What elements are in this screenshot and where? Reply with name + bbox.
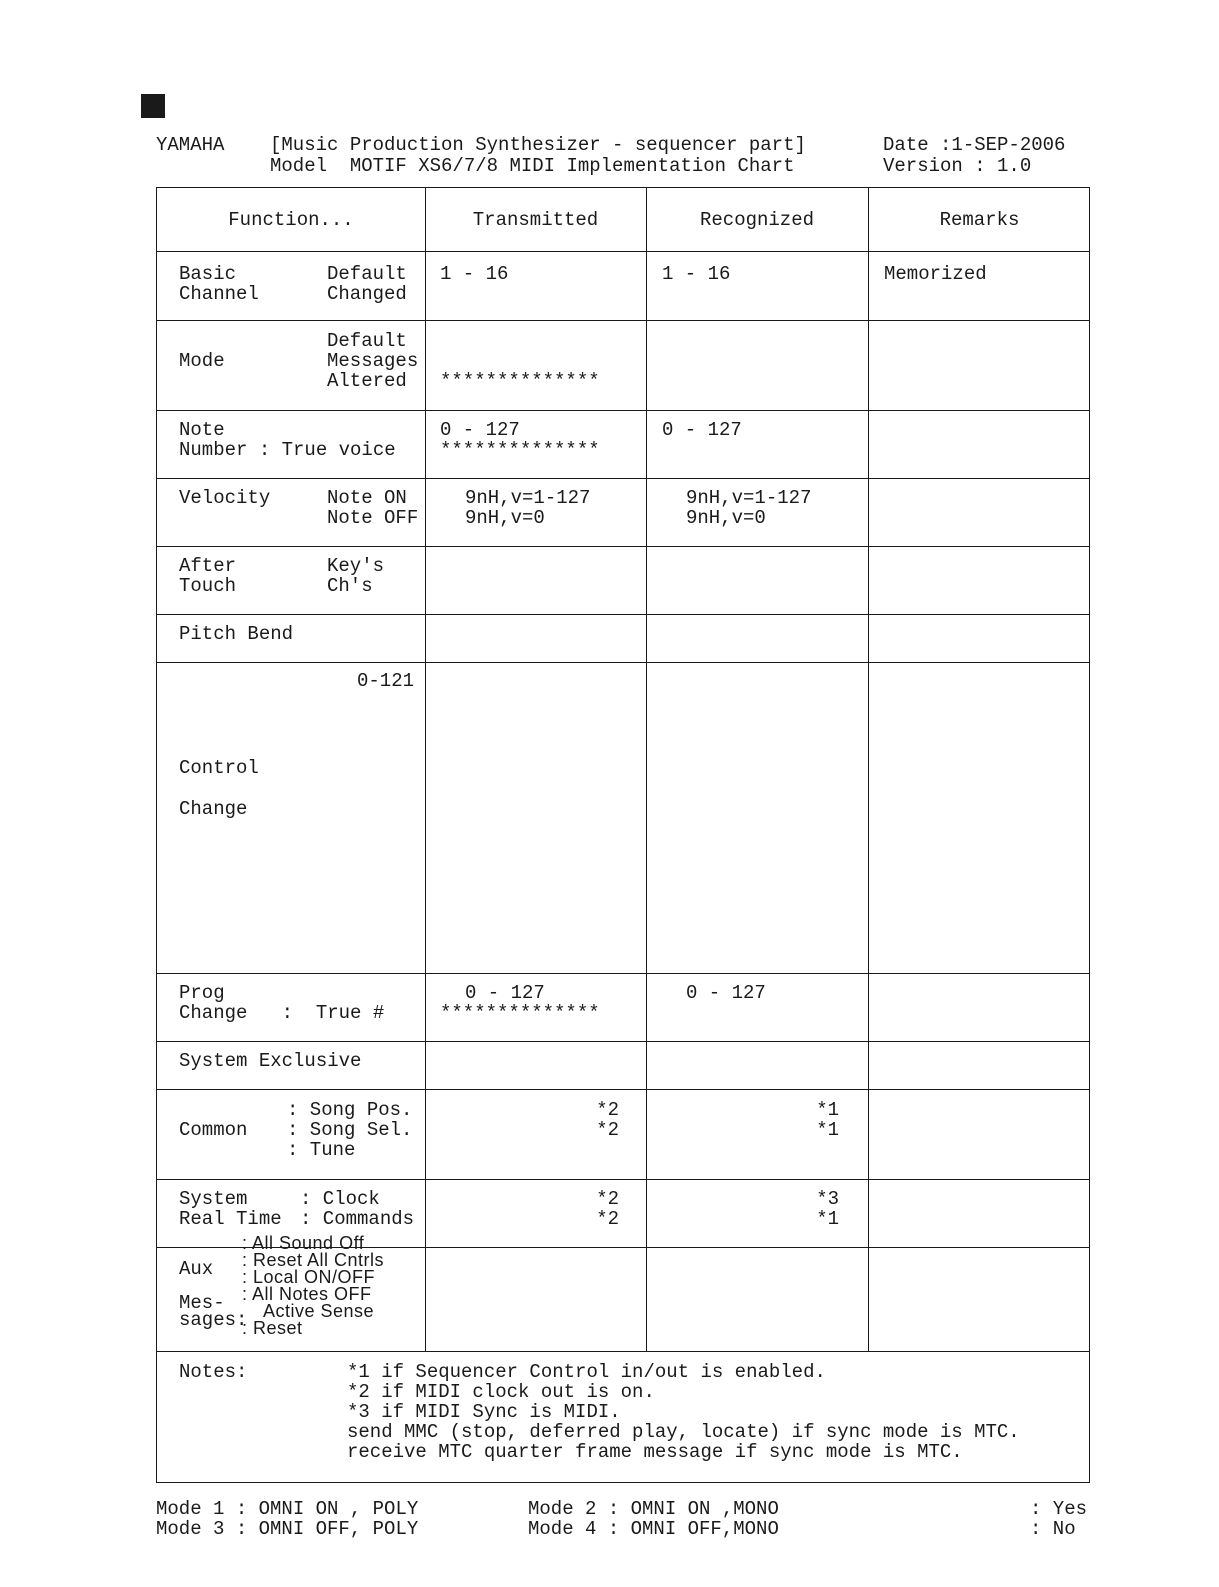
notes-label: Notes: [179,1361,248,1383]
column-divider-function [425,188,426,1351]
mode-altered: Altered [327,370,407,392]
column-divider-recognized [868,188,869,1351]
basic-channel-recognized: 1 - 16 [662,263,731,285]
basic-channel-default: Default [327,263,407,285]
system-real-time-transmitted-1: *2 [596,1188,619,1210]
basic-channel-changed: Changed [327,283,407,305]
system-real-time-transmitted-2: *2 [596,1208,619,1230]
basic-channel-transmitted: 1 - 16 [440,263,509,285]
system-real-time-recognized-2: *1 [816,1208,839,1230]
control-change-range: 0-121 [357,670,415,692]
system-real-time-commands: : Commands [300,1208,415,1230]
yes-legend: : Yes [1030,1498,1088,1520]
velocity-note-off: Note OFF [327,507,419,529]
velocity-note-on: Note ON [327,487,407,509]
mode-label: Mode [179,350,225,372]
note-line: *3 if MIDI Sync is MIDI. [347,1401,621,1423]
aux-active-sense: Active Sense [263,1301,375,1321]
chart-title: [Music Production Synthesizer - sequencer part] [270,134,806,156]
column-header-function: Function... [228,209,354,231]
column-header-transmitted: Transmitted [472,209,599,231]
mode-3-legend: Mode 3 : OMNI OFF, POLY [156,1518,419,1540]
velocity-recognized-on: 9nH,v=1-127 [686,487,812,509]
after-touch-label-2: Touch [179,575,237,597]
basic-channel-label-2: Channel [179,283,259,305]
prog-change-true-number: ************** [440,1002,600,1024]
row-divider [157,614,1089,615]
mode-4-legend: Mode 4 : OMNI OFF,MONO [528,1518,779,1540]
common-recognized-2: *1 [816,1119,839,1141]
mode-transmitted-altered: ************** [440,370,600,392]
velocity-transmitted-off: 9nH,v=0 [465,507,545,529]
mode-default: Default [327,330,407,352]
basic-channel-remarks: Memorized [884,263,987,285]
common-recognized-1: *1 [816,1099,839,1121]
note-line: *1 if Sequencer Control in/out is enabled. [347,1361,826,1383]
date-label: Date :1-SEP-2006 [883,134,1066,156]
column-header-recognized: Recognized [699,209,815,231]
system-real-time-label-2: Real Time [179,1208,282,1230]
note-line: receive MTC quarter frame message if sync mode is MTC. [347,1441,963,1463]
row-divider [157,1089,1089,1090]
common-song-sel: : Song Sel. [287,1119,413,1141]
pitch-bend-label: Pitch Bend [179,623,294,645]
aux-all-notes-off: : All Notes OFF [242,1284,372,1304]
aux-label-3: sages: [179,1309,248,1331]
row-divider [157,478,1089,479]
prog-change-transmitted: 0 - 127 [465,982,545,1004]
no-legend: : No [1030,1518,1076,1540]
common-song-pos: : Song Pos. [287,1099,413,1121]
system-real-time-clock: : Clock [300,1188,380,1210]
row-divider [157,1041,1089,1042]
velocity-transmitted-on: 9nH,v=1-127 [465,487,591,509]
common-transmitted-2: *2 [596,1119,619,1141]
aux-label-1: Aux [179,1258,214,1280]
row-divider [157,251,1089,252]
basic-channel-label-1: Basic [179,263,237,285]
mode-2-legend: Mode 2 : OMNI ON ,MONO [528,1498,779,1520]
section-marker [141,94,165,118]
mode-messages: Messages [327,350,419,372]
row-divider [157,1351,1089,1352]
after-touch-keys: Key's [327,555,385,577]
note-number-label-1: Note [179,419,225,441]
row-divider [157,662,1089,663]
note-line: *2 if MIDI clock out is on. [347,1381,655,1403]
control-change-label-2: Change [179,798,248,820]
model-line: Model MOTIF XS6/7/8 MIDI Implementation Chart [270,155,795,177]
note-number-label-2: Number : True voice [179,439,396,461]
aux-local-on-off: : Local ON/OFF [242,1267,376,1287]
note-number-transmitted: 0 - 127 [440,419,520,441]
column-header-remarks: Remarks [939,209,1020,231]
after-touch-label-1: After [179,555,237,577]
velocity-recognized-off: 9nH,v=0 [686,507,766,529]
row-divider [157,410,1089,411]
control-change-label-1: Control [179,757,259,779]
column-divider-transmitted [646,188,647,1351]
velocity-label: Velocity [179,487,271,509]
aux-label-2: Mes- [179,1292,225,1314]
prog-change-label-1: Prog [179,982,225,1004]
aux-all-sound-off: : All Sound Off [242,1233,365,1253]
note-number-true-voice: ************** [440,439,600,461]
system-exclusive-label: System Exclusive [179,1050,362,1072]
prog-change-recognized: 0 - 127 [686,982,766,1004]
after-touch-chs: Ch's [327,575,373,597]
version-label: Version : 1.0 [883,155,1032,177]
note-number-recognized: 0 - 127 [662,419,742,441]
row-divider [157,1179,1089,1180]
row-divider [157,320,1089,321]
mode-1-legend: Mode 1 : OMNI ON , POLY [156,1498,419,1520]
common-label: Common [179,1119,248,1141]
row-divider [157,546,1089,547]
common-tune: : Tune [287,1139,356,1161]
note-line: send MMC (stop, deferred play, locate) if sync mode is MTC. [347,1421,1020,1443]
prog-change-label-2: Change : True # [179,1002,385,1024]
system-real-time-recognized-1: *3 [816,1188,839,1210]
aux-reset-all-cntrls: : Reset All Cntrls [242,1250,385,1270]
row-divider [157,973,1089,974]
common-transmitted-1: *2 [596,1099,619,1121]
midi-implementation-chart [156,187,1090,1483]
brand-name: YAMAHA [156,134,225,156]
system-real-time-label-1: System [179,1188,248,1210]
aux-reset: : Reset [242,1318,303,1338]
